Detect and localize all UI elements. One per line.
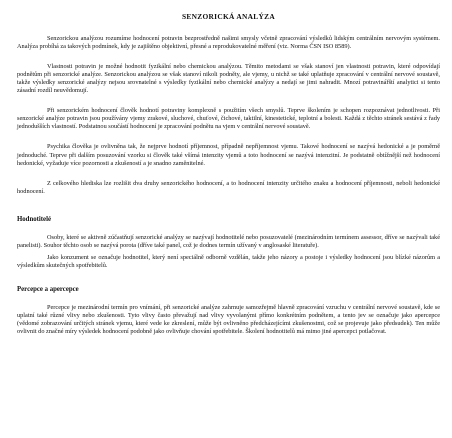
paragraph-hodnotitele-2: Jako konzument se označuje hodnotitel, který není speciálně odborně vzdělán, takže jeho názory a postoje i výsledky hodnocení jsou blízké názorům a výsledkům skutečných spotřebitelů. bbox=[17, 253, 440, 269]
document-title: SENZORICKÁ ANALÝZA bbox=[181, 12, 276, 21]
paragraph-intro-5: Z celkového hlediska lze rozlišit dva druhy senzorického hodnocení, a to hodnocení intenzity určitého znaku a hodnocení příjemnosti, neboli hedonické hodnocení. bbox=[17, 179, 440, 195]
section-heading-percepce: Percepce a apercepce bbox=[17, 285, 79, 293]
paragraph-intro-3: Při senzorickém hodnocení člověk hodnotí potraviny komplexně s použitím všech smyslů. Teprve školením je schopen rozpoznávat jednotlivosti. Při senzorické analýze potravin jsou používány vjemy zrakové, sluchové, chuťové, čichové, taktilní, kinestetické, teplotní a bolesti. Každá z těchto stránek sestává z řady jednodušších vlastností. Podstatnou součástí hodnocení je zpracování podnětu na vjem v centrální nervové soustavě. bbox=[17, 107, 440, 131]
paragraph-intro-1: Senzorickou analýzou rozumíme hodnocení potravin bezprostředně našimi smysly včetně zpracování výsledků lidským centrálním nervovým systémem. Analýza probíhá za takových podmínek, kdy je zajištěno objektivní, přesné a reprodukovatelné měření (viz. Norma ČSN ISO 8589). bbox=[17, 35, 440, 51]
paragraph-intro-2: Vlastnosti potravin je možné hodnotit fyzikální nebo chemickou analýzou. Těmito metodami se však stanoví jen vlastnosti potravin, které odpovídají podnětům při senzorické analýze. Senzorickou analýzou se však stanoví nikoli podněty, ale vjemy, u nichž se také uplatňuje zpracování v centrální nervové soustavě, takže výsledky senzorické analýzy nejsou srovnatelné s výsledky fyzikální nebo chemické analýzy a nedají se jimi nahradit. Mnozí potravinářští analytici si tento zásadní rozdíl neuvědomují. bbox=[17, 63, 440, 95]
paragraph-percepce-1: Percepce je mezinárodní termín pro vnímání, při senzorické analýze zahrnuje samozřejmě hlavně zpracování vzruchu v centrální nervové soustavě, kde se uplatní také různé vlivy nebo zkušenosti. Tyto vlivy často převažují nad vlivy vyvolanými přímo konkrétním podnětem, a tento jev se označuje jako apercepce (vědomé zobrazování určitých stránek vjemu, které vede ke zkreslení, může být ovlivněno předcházejícími zkušenostmi, což se projevuje jako předsudek). Ten může ovlivnit do značné míry výsledek hodnocení podobně jako ovlivňuje chování spotřebitele. Školení hodnotitelů má mimo jiné apercepci potlačovat. bbox=[17, 303, 440, 336]
section-heading-hodnotitele: Hodnotitelé bbox=[17, 215, 51, 223]
document-page bbox=[17, 13, 440, 348]
paragraph-hodnotitele-1: Osoby, které se aktivně zúčastňují senzorické analýzy se nazývají hodnotitelé nebo posuzovatelé (mezinárodním termínem assessor, dříve se nazývali také panelisti). Souhor těchto osob se nazývá porota (dříve také panel, což je dodnes termín užívaný v anglosaské literatuře). bbox=[17, 233, 440, 249]
paragraph-intro-4: Psychika člověka je ovlivněna tak, že nejprve hodnotí příjemnost, případně nepříjemnost vjemu. Takové hodnocení se nazývá hedonické a je poměrně jednoduché. Teprve při dalším posuzování vzorku si člověk také všímá intenzity vjemů a toto hodnocení se nazývá intenzitní. Je podstatně obtížnější než hodnocení hedonické, vyžaduje více pozornosti a zkušeností a je snadno zaměnitelné. bbox=[17, 143, 440, 167]
